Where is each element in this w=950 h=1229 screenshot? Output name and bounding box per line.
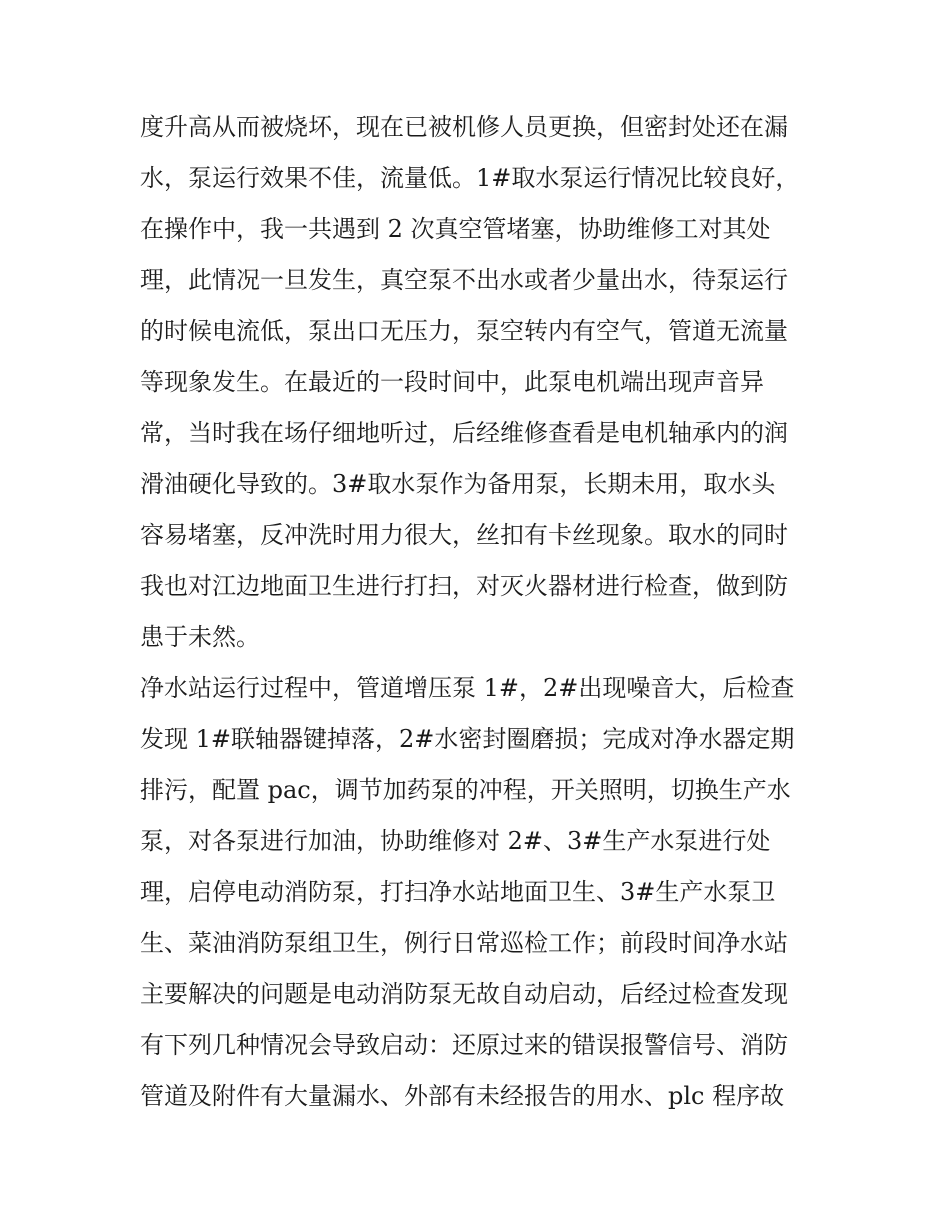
- text-line-14: 排污，配置 pac，调节加药泵的冲程，开关照明，切换生产水: [140, 776, 791, 804]
- text-line-7: 常，当时我在场仔细地听过，后经维修查看是电机轴承内的润: [140, 419, 788, 447]
- text-line-13: 发现 1#联轴器键掉落，2#水密封圈磨损；完成对净水器定期: [140, 725, 795, 753]
- text-line-11: 患于未然。: [140, 623, 260, 651]
- text-line-8: 滑油硬化导致的。3#取水泵作为备用泵，长期未用，取水头: [140, 470, 776, 498]
- text-line-15: 泵，对各泵进行加油，协助维修对 2#、3#生产水泵进行处: [140, 827, 771, 855]
- text-line-19: 有下列几种情况会导致启动：还原过来的错误报警信号、消防: [140, 1031, 788, 1059]
- text-line-9: 容易堵塞，反冲洗时用力很大，丝扣有卡丝现象。取水的同时: [140, 521, 788, 549]
- text-line-6: 等现象发生。在最近的一段时间中，此泵电机端出现声音异: [140, 368, 764, 396]
- text-line-16: 理，启停电动消防泵，打扫净水站地面卫生、3#生产水泵卫: [140, 878, 776, 906]
- text-line-17: 生、菜油消防泵组卫生，例行日常巡检工作；前段时间净水站: [140, 929, 788, 957]
- text-line-18: 主要解决的问题是电动消防泵无故自动启动，后经过检查发现: [140, 980, 788, 1008]
- text-line-4: 理，此情况一旦发生，真空泵不出水或者少量出水，待泵运行: [140, 266, 788, 294]
- body-text: [140, 102, 820, 1122]
- text-line-1: 度升高从而被烧坏，现在已被机修人员更换，但密封处还在漏: [140, 113, 788, 141]
- text-line-5: 的时候电流低，泵出口无压力，泵空转内有空气，管道无流量: [140, 317, 788, 345]
- text-line-12: 净水站运行过程中，管道增压泵 1#，2#出现噪音大，后检查: [140, 674, 795, 702]
- text-line-20: 管道及附件有大量漏水、外部有未经报告的用水、plc 程序故: [140, 1082, 785, 1110]
- text-line-2: 水，泵运行效果不佳，流量低。1#取水泵运行情况比较良好，: [140, 164, 800, 192]
- text-line-10: 我也对江边地面卫生进行打扫，对灭火器材进行检查，做到防: [140, 572, 788, 600]
- text-line-3: 在操作中，我一共遇到 2 次真空管堵塞，协助维修工对其处: [140, 215, 771, 243]
